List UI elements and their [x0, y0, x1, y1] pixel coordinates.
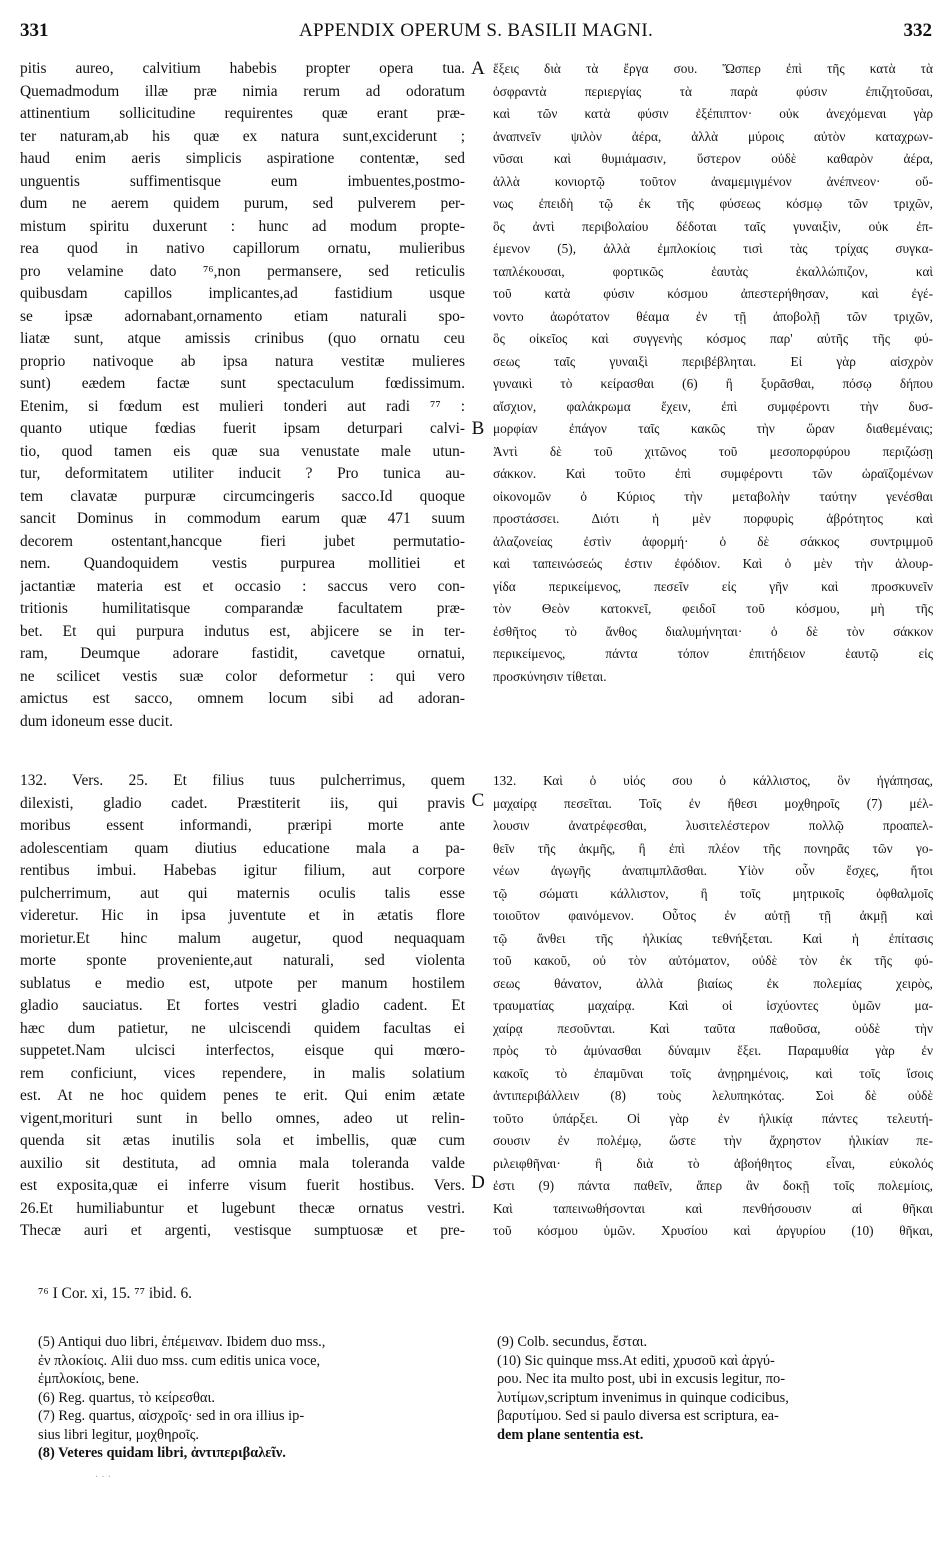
greek-column-section-131 — [493, 58, 933, 688]
latin-text-line: videretur. Hic in ipsa juventute et in ætatis flore — [20, 907, 465, 924]
greek-text-line: σάκκον. Καὶ τοῦτο ἐπὶ συμφέροντι τῶν ὡραϊζομένων — [493, 466, 933, 481]
latin-column-section-131 — [20, 58, 465, 733]
greek-text-line: τοῦτο ὑπάρξει. Οἱ γὰρ ἐν ἡλικίᾳ πάντες τελευτή- — [493, 1110, 933, 1126]
latin-text-line: adolescentiam quam diutius educatione mala a pa- — [20, 839, 465, 857]
scripture-references: ⁷⁶ I Cor. xi, 15. ⁷⁷ ibid. 6. — [38, 1285, 192, 1302]
latin-text-line: Thecæ auri et argenti, vestisque sumptuosæ et pre- — [20, 1222, 465, 1239]
greek-text-line: ὀσφραντὰ περιεργίας τὰ παρὰ φύσιν ἐπιζητοῦσαι, — [493, 83, 933, 99]
greek-text-line: ἐσθῆτος τὸ ἄνθος διαλυμήνηται· ὁ δὲ τὸν σάκκον — [493, 623, 933, 639]
greek-text-line: περικείμενος, πάντα τόπον ἐπιτήδειον ἑαυτῷ εἰς — [493, 646, 933, 661]
latin-text-line: jactantiæ materia est et occasio : saccus vero con- — [20, 577, 465, 595]
latin-text-line: rem conficiunt, vices rependere, in malis solatium — [20, 1064, 465, 1082]
latin-text-line: vigent,morituri sunt in bello omnes, adeo ut relin- — [20, 1109, 465, 1127]
greek-text-line: τοῦ κατὰ φύσιν κόσμου ἀπεστερήθησαν, καὶ ἐγέ- — [493, 286, 933, 301]
latin-text-line: est exposita,quæ ei inferre visum fuerit hostibus. Vers. — [20, 1177, 465, 1194]
greek-text-line: Καὶ ταπεινωθήσονται καὶ πενθήσουσιν αἱ θῆκαι — [493, 1200, 933, 1216]
footnote-line: (7) Reg. quartus, αἰσχροῖς· sed in ora illius ip- — [38, 1408, 305, 1424]
latin-text-line: se ipsæ adornabant,ornamento etiam naturali spo- — [20, 307, 465, 325]
latin-text-line: ne scilicet vestis suæ color deformetur : qui vero — [20, 667, 465, 685]
greek-column-section-132 — [493, 770, 933, 1243]
greek-text-line: σεως ταῖς γυναιξὶ περιβέβληται. Εἰ γὰρ αἰσχρὸν — [493, 353, 933, 369]
greek-text-line: 132. Καὶ ὁ υἱός σου ὁ κάλλιστος, ὃν ἠγάπησας, — [493, 773, 933, 788]
latin-text-line: rea quod in nativo capillorum ornatu, mulieribus — [20, 240, 465, 257]
footnote-line: (6) Reg. quartus, τὸ κείρεσθαι. — [38, 1389, 215, 1406]
greek-text-line: γυναικὶ τὸ κείρασθαι (6) ἢ ξυρᾶσθαι, πόσῳ δήπου — [493, 376, 933, 391]
greek-text-line: τῷ σώματι κάλλιστον, ἢ τοῖς μητρικοῖς ὀφθαλμοῖς — [493, 885, 933, 901]
greek-text-line: τοῦ κόσμου ὑμῶν. Χρυσίου καὶ ἀργυρίου (10) θῆκαι, — [493, 1223, 933, 1238]
latin-text-line: sunt) eædem factæ sunt spectaculum fœdissimum. — [20, 375, 465, 392]
latin-text-line: proprio nativoque ab ipsa natura vestitæ mulieres — [20, 352, 465, 370]
footnote-line: ἐν πλοκίοις. Alii duo mss. cum editis unica voce, — [38, 1352, 321, 1369]
latin-text-line: amictus est sacco, omnem locum sibi ad adoran- — [20, 690, 465, 707]
greek-text-line: γίδα περικείμενος, πεσεῖν εἰς γῆν καὶ προσκυνεῖν — [493, 578, 933, 594]
greek-text-line: οἰκονομῶν ὁ Κύριος τὴν μεταβολὴν ταύτην γενέσθαι — [493, 488, 933, 504]
latin-text-line: dilexisti, gladio cadet. Præstiterit iis, qui pravis — [20, 794, 465, 812]
latin-text-line: suppetet.Nam ulcisci interfectos, eisque qui mœro- — [20, 1042, 465, 1059]
greek-text-line: έμενον (5), ἀλλὰ ἐμπλοκίοις τισὶ τὰς τρίχας συγκα- — [493, 241, 933, 256]
greek-text-line: νῦσαι καὶ θυμιάμασιν, ὕστερον οὐδὲ καθαρὸν ἀέρα, — [493, 151, 933, 166]
latin-text-line: unguentis suffimentisque eum imbuentes,postmo- — [20, 172, 465, 190]
latin-text-line: ram, Deumque adorare fastidit, cavetque ornatui, — [20, 645, 465, 662]
greek-text-line: Ἀντὶ δὲ τοῦ χιτῶνος τοῦ μεσοπορφύρου περιζώσῃ — [493, 443, 933, 459]
latin-text-line: moribus essent informandi, præripi morte ante — [20, 817, 465, 834]
greek-text-line: σουσιν ἐν πολέμῳ, ὥστε τὴν ἄχρηστον ἡλικίαν πε- — [493, 1133, 933, 1148]
footnote-line: sius libri legitur, μοχθηροῖς. — [38, 1426, 200, 1443]
footnote-line: dem plane sententia est. — [497, 1426, 644, 1443]
greek-text-line: καὶ τῶν κατὰ φύσιν ἐξέπιπτον· οὐκ ἀνεχόμεναι γὰρ — [493, 106, 933, 121]
latin-text-line: pulcherrimum, aut qui maternis oculis talis esse — [20, 884, 465, 902]
greek-text-line: τραυματίας μαχαίρᾳ. Καὶ οἱ ἰσχύοντες ὑμῶν μα- — [493, 998, 933, 1013]
greek-text-line: προστάσσει. Διότι ἡ μὲν πορφυρὶς ἁβρότητος καὶ — [493, 511, 933, 526]
latin-text-line: dum ne aerem quidem purum, sed pulverem per- — [20, 195, 465, 212]
latin-text-line: sublatus e medio est, utpote per manum hostilem — [20, 974, 465, 992]
greek-text-line: κακοῖς τὸ ἐπαμῦναι τοῖς ἀνῃρημένοις, καὶ τοῖς ἴσοις — [493, 1065, 933, 1081]
latin-text-line: hæc dum patietur, ne ulciscendi quidem facultas ei — [20, 1019, 465, 1037]
footnotes-left — [38, 1333, 463, 1463]
latin-text-line: dum idoneum esse ducit. — [20, 712, 174, 730]
greek-text-line: τῷ ἄνθει τῆς ἡλικίας τεθνήξεται. Καὶ ἡ ἐπίτασις — [493, 930, 933, 946]
margin-marker-a: A — [471, 58, 485, 79]
greek-text-line: χαίρᾳ πεσοῦνται. Καὶ ταῦτα παθοῦσα, οὐδὲ τὴν — [493, 1020, 933, 1036]
margin-marker-b: B — [471, 418, 485, 439]
footnote-line: (9) Colb. secundus, ἔσται. — [497, 1334, 648, 1350]
footnotes-right — [497, 1333, 922, 1444]
greek-text-line: τοιοῦτον φαινόμενον. Οὗτος ἐν αὐτῇ τῇ ἀκμῇ καὶ — [493, 908, 933, 923]
running-header — [20, 20, 932, 46]
greek-text-line: ἀντιπεριβάλλειν (8) τοὺς λελυπηκότας. Σοὶ δὲ οὐδὲ — [493, 1088, 933, 1103]
greek-text-line: νως ἐπειδὴ τῷ ἐκ τῆς φύσεως κόσμῳ τῶν τριχῶν, — [493, 196, 933, 211]
running-title: APPENDIX OPERUM S. BASILII MAGNI. — [298, 20, 654, 41]
greek-text-line: σεως θάνατον, ἀλλὰ βιαίως ἐκ πολεμίας χειρὸς, — [493, 975, 933, 991]
latin-text-line: haud enim aeris simplicis aspiratione contentæ, sed — [20, 150, 465, 167]
latin-text-line: pro velamine dato ⁷⁶,non permansere, sed reticulis — [20, 262, 465, 280]
latin-column-section-132 — [20, 770, 465, 1243]
greek-text-line: λουσιν ἀνατρέφεσθαι, λυσιτελέστερον πολλῷ προαπελ- — [493, 818, 933, 833]
greek-text-line: μορφίαν ἐπάγον ταῖς κακῶς τὴν ὥραν διαθεμέναις; — [493, 421, 933, 436]
latin-text-line: bet. Et qui purpura indutus est, abjicere se in ter- — [20, 622, 465, 640]
footnote-line: λυτίμων,scriptum invenimus in quinque codicibus, — [497, 1389, 789, 1406]
footnote-line: βαρυτίμου. Sed si paulo diversa est scriptura, ea- — [497, 1408, 779, 1424]
latin-text-line: auxilio sit destituta, ad omnia mala toleranda valde — [20, 1154, 465, 1172]
greek-text-line: ἀλλὰ κονιορτῷ τοῦτον ἀναμεμιγμένον ἀνέπνεον· οὕ- — [493, 173, 933, 189]
latin-text-line: attinentium sollicitudine requirentes quæ erant præ- — [20, 105, 465, 122]
latin-text-line: morietur.Et hinc malum augetur, quod nequaquam — [20, 929, 465, 947]
greek-text-line: ἀλαζονείας ἐστὶν ἀφορμή· ὁ δὲ σάκκος συντριμμοῦ — [493, 533, 933, 549]
latin-text-line: rentibus imbui. Habebas igitur filium, aut corpore — [20, 862, 465, 879]
greek-text-line: νέων ἀγωγῆς ἀναπιμπλᾶσθαι. Υἱὸν οὖν ἔσχες, ἤτοι — [493, 863, 933, 878]
page-number-right: 332 — [903, 20, 932, 41]
page-number-left: 331 — [20, 20, 49, 41]
latin-text-line: decorem ostentant,hancque fieri jubet permutatio- — [20, 532, 465, 550]
greek-text-line: προσκύνησιν τίθεται. — [493, 668, 607, 684]
latin-text-line: est. At ne hoc quidem penes te erit. Qui enim ætate — [20, 1087, 465, 1104]
latin-text-line: Quemadmodum illæ præ nimia rerum ad odoratum — [20, 82, 465, 100]
greek-text-line: ἐστι (9) πάντα παθεῖν, ἅπερ ἂν δοκῇ τοῖς πολεμίοις, — [493, 1178, 933, 1193]
footnote-line: ἐμπλοκίοις, bene. — [38, 1371, 140, 1387]
greek-text-line: ριλειφθῆναι· ἢ διὰ τὸ ἀβοήθητος εἶναι, εὐκολός — [493, 1155, 933, 1171]
greek-text-line: νοντο ἀωρότατον θέαμα ἐν τῇ ἀποβολῇ τῶν τριχῶν, — [493, 308, 933, 324]
latin-text-line: quanto utique fœdias fuerit ipsam deturpari calvi- — [20, 420, 465, 437]
greek-text-line: καὶ ταπεινώσεώς ἐστιν ἐφόδιον. Καὶ ὁ μὲν τὴν ἁλουρ- — [493, 556, 933, 571]
margin-marker-d: D — [471, 1172, 485, 1193]
latin-text-line: tio, quod tamen eis quæ sua venustate male utun- — [20, 442, 465, 460]
latin-text-line: Etenim, si fœdum est mulieri tonderi aut radi ⁷⁷ : — [20, 397, 465, 415]
latin-text-line: morte sponte proveniente,aut naturali, sed violenta — [20, 952, 465, 969]
greek-text-line: πρὸς τὸ ἀμύνασθαι δύναμιν ἕξει. Παραμυθία γὰρ ἐν — [493, 1043, 933, 1058]
latin-text-line: tur, deformitatem utiliter inducit ? Pro tunica au- — [20, 465, 465, 482]
scan-specks: · · · — [95, 1472, 111, 1483]
greek-text-line: τοῦ κακοῦ, οὐ τὸν αὐτόματον, οὐδὲ τὸν ἐκ τῆς φύ- — [493, 953, 933, 968]
latin-text-line: mistum spiritu duxerunt : hunc ad modum propte- — [20, 217, 465, 235]
greek-text-line: ὃς οἰκεῖος καὶ συγγενὴς κόσμος παρ' αὐτῆς τῆς φύ- — [493, 331, 933, 346]
latin-text-line: gladio sauciatus. Et fortes vestri gladio cadent. Et — [20, 997, 465, 1014]
greek-text-line: μαχαίρᾳ πεσεῖται. Τοῖς ἐν ἤθεσι μοχθηροῖς (7) μέλ- — [493, 795, 933, 811]
latin-text-line: sancit Dominus in commodum earum quæ 471 suum — [20, 510, 465, 527]
footnote-line: (10) Sic quinque mss.At editi, χρυσοῦ καὶ ἀργύ- — [497, 1352, 775, 1369]
greek-text-line: ὃς ἀντὶ περιβολαίου δέδοται ταῖς γυναιξὶν, οὐκ ἐπ- — [493, 218, 933, 234]
footnote-line: (8) Veteres quidam libri, ἀντιπεριβαλεῖν. — [38, 1445, 286, 1461]
greek-text-line: ἕξεις διὰ τὰ ἔργα σου. Ὥσπερ ἐπὶ τῆς κατὰ τὰ — [493, 61, 933, 76]
latin-text-line: liatæ sunt, atque amissis crinibus (quo ornatu ceu — [20, 330, 465, 347]
latin-text-line: quibusdam capillos implicantes,ad fastidium usque — [20, 285, 465, 302]
greek-text-line: θεῖν τῆς ἀκμῆς, ἢ ἐπὶ πλέον τῆς πονηρᾶς τῶν γο- — [493, 840, 933, 856]
greek-text-line: ταπλέκουσαι, φορτικῶς ἑαυτὰς ἐκαλλώπιζον, καὶ — [493, 263, 933, 279]
greek-text-line: ἀναπνεῖν ψιλὸν ἀέρα, ἀλλὰ μύροις αὐτὸν καταχρων- — [493, 128, 933, 144]
greek-text-line: τὸν Θεὸν κατοκνεῖ, φειδοῖ τοῦ κόσμου, μὴ τῆς — [493, 601, 933, 616]
margin-marker-c: C — [471, 790, 485, 811]
latin-text-line: tem clavatæ purpuræ circumcingeris sacco.Id quoque — [20, 487, 465, 505]
latin-text-line: pitis aureo, calvitium habebis propter opera tua. — [20, 60, 465, 77]
greek-text-line: αἴσχιον, φαλάκρωμα ἔχειν, ἐπὶ συμφέροντι τὴν δυσ- — [493, 398, 933, 414]
latin-text-line: quenda sit ætas inutilis sola et imbellis, quæ cum — [20, 1132, 465, 1149]
latin-text-line: 26.Et humiliabuntur et lugebunt thecæ ornatus vestri. — [20, 1199, 465, 1217]
latin-text-line: nem. Quandoquidem vestis purpurea mollitiei et — [20, 555, 465, 572]
latin-text-line: tritionis humilitatisque comparandæ facultatem præ- — [20, 600, 465, 617]
latin-text-line: ter naturam,ab his quæ ex natura sunt,exciderunt ; — [20, 127, 465, 145]
latin-text-line: 132. Vers. 25. Et filius tuus pulcherrimus, quem — [20, 772, 465, 789]
footnote-line: ρου. Nec ita multo post, ubi in excusis legitur, πο- — [497, 1371, 785, 1387]
footnote-line: (5) Antiqui duo libri, ἐπέμειναν. Ibidem duo mss., — [38, 1334, 326, 1350]
